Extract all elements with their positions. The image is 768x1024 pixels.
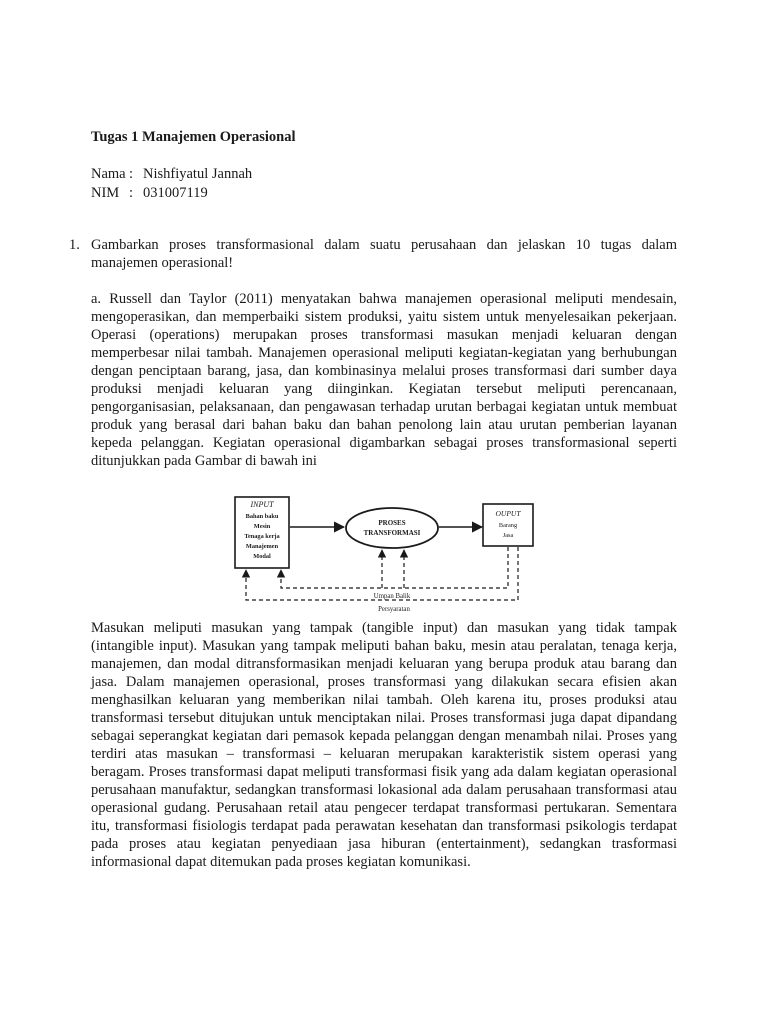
input-title: INPUT: [250, 500, 274, 509]
name-value: Nishfiyatul Jannah: [143, 166, 253, 182]
nim-label: NIM: [91, 184, 120, 201]
document-title: Tugas 1 Manajemen Operasional: [91, 129, 296, 145]
output-item-2: Jasa: [502, 532, 514, 539]
name-row: [91, 165, 252, 184]
answer-paragraph-1: a. Russell dan Taylor (2011) menyatakan bahwa manajemen operasional meliputi mendesain, mengoperasikan, dan memperbaiki sistem produksi, yaitu sistem untuk menyelesaikan pekerjaan. Operasi (operations) merupakan proses transformasi masukan menjadi keluaran dengan memperbesar nilai tambah. Manajemen operasional meliputi kegiatan-kegiatan yang berhubungan dengan penciptaan barang, jasa, dan kombinasinya melalui proses transformasi dari sumber daya produksi menjadi keluaran yang diinginkan. Kegiatan tersebut meliputi perencanaan, pengorganisasian, pelaksanaan, dan pengawasan terhadap urutan berbagai kegiatan untuk membuat produk yang berasal dari bahan baku dan bahan penolong lain atau urutan pemberian layanan kepeda pelanggan. Kegiatan operasional digambarkan sebagai proses transformasional seperti ditunjukkan pada Gambar di bawah ini: [91, 291, 677, 469]
requirements-label: Persyaratan: [378, 606, 410, 613]
question-text: Gambarkan proses transformasional dalam suatu perusahaan dan jelaskan 10 tugas dalam manajemen operasional!: [91, 237, 677, 272]
name-label: Nama: [91, 166, 126, 182]
nim-value: 031007119: [143, 184, 208, 201]
input-item-4: Manajemen: [245, 543, 279, 550]
student-info: [91, 165, 252, 202]
process-ellipse: [346, 508, 438, 548]
input-item-2: Mesin: [253, 523, 271, 530]
feedback-inner-loop: [281, 547, 508, 588]
process-label-line2: TRANSFORMASI: [363, 529, 421, 537]
feedback-label: Umpan Balik: [373, 593, 411, 600]
transformation-diagram: [232, 492, 552, 614]
name-separator: :: [129, 166, 134, 182]
input-item-5: Modal: [253, 553, 271, 560]
question-number: 1.: [69, 237, 80, 253]
process-label-line1: PROSES: [378, 519, 406, 527]
input-item-1: Bahan baku: [245, 513, 279, 520]
output-title: OUPUT: [495, 509, 521, 518]
nim-separator: :: [129, 184, 134, 201]
answer-paragraph-2: Masukan meliputi masukan yang tampak (tangible input) dan masukan yang tidak tampak (intangible input). Masukan yang tampak meliputi bahan baku, mesin atau peralatan, tenaga kerja, manajemen, dan modal ditransformasikan menjadi keluaran yang berupa produk atau barang dan jasa. Dalam manajemen operasional, proses transformasi yang dilakukan secara efisien akan menghasilkan keluaran yang memberikan nilai tambah. Oleh karena itu, proses produksi atau transformasi tersebut ditujukan untuk menciptakan nilai. Proses transformasi juga dapat dipandang sebagai seperangkat kegiatan dari pemasok kepada pelanggan dengan menambah nilai. Proses yang terdiri atas masukan – transformasi – keluaran merupakan karakteristik sistem operasi yang beragam. Proses transformasi dapat meliputi transformasi fisik yang ada dalam kegiatan operasional perusahaan manufaktur, sedangkan transformasi lokasional ada dalam perusahaan transformasi atau operasional gudang. Perusahaan retail atau pengecer terdapat transformasi pertukaran. Sementara itu, transformasi fisiologis terdapat pada perawatan kesehatan dan transformasi psikologis terdapat pada proses atau kegiatan penyediaan jasa hiburan (entertainment), sedangkan trasformasi informasional dapat ditemukan pada proses kegiatan komunikasi.: [91, 620, 677, 870]
output-item-1: Barang: [498, 522, 518, 529]
input-item-3: Tenaga kerja: [244, 533, 280, 540]
nim-row: [91, 184, 252, 203]
